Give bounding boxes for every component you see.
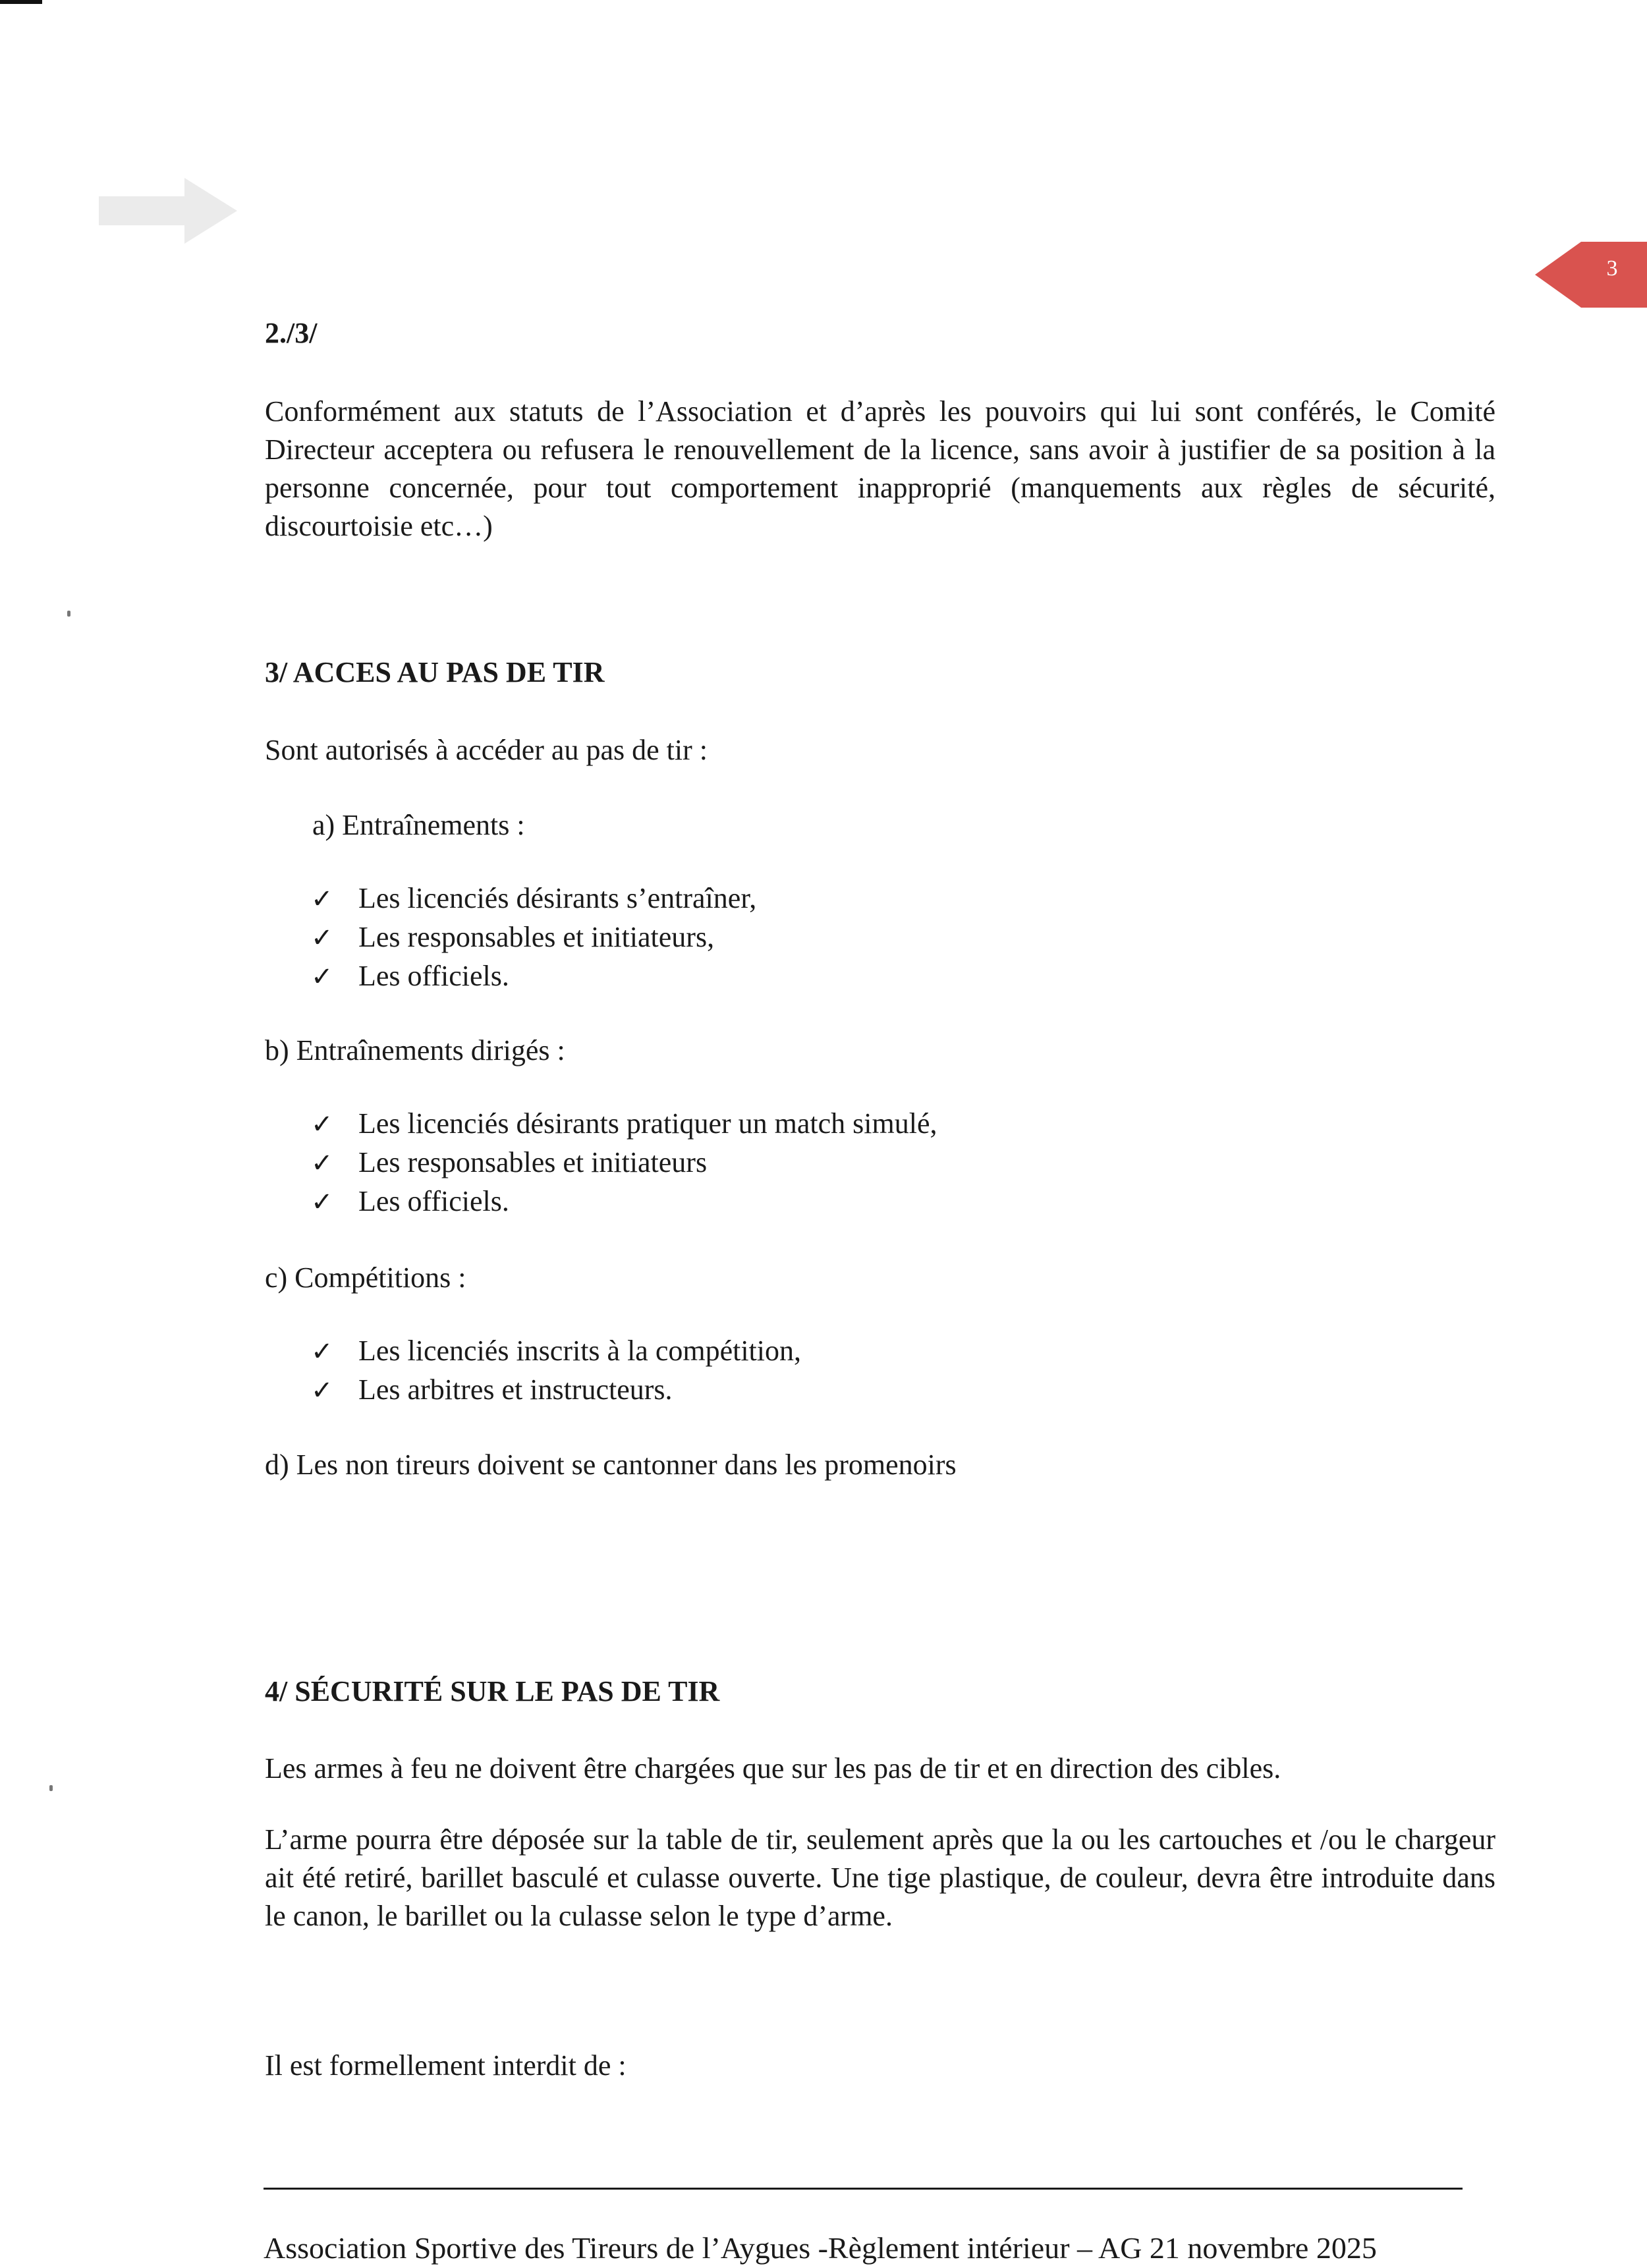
check-icon: ✓: [311, 1187, 333, 1217]
list-entrainements-diriges: [311, 1105, 937, 1221]
check-icon: ✓: [311, 1109, 333, 1140]
list-item: ✓ Les licenciés désirants pratiquer un match simulé,: [311, 1105, 937, 1144]
list-item: ✓ Les responsables et initiateurs: [311, 1144, 937, 1182]
page-number-tab: [1535, 242, 1647, 308]
check-icon: ✓: [311, 1375, 333, 1406]
check-icon: ✓: [311, 962, 333, 992]
scan-speck: [49, 1785, 53, 1791]
securite-paragraph-3: Il est formellement interdit de :: [265, 2049, 627, 2082]
list-item: ✓ Les arbitres et instructeurs.: [311, 1371, 801, 1410]
bleed-through-arrow-icon: [99, 178, 237, 244]
list-competitions: [311, 1332, 801, 1410]
acces-intro: Sont autorisés à accéder au pas de tir :: [265, 734, 708, 766]
check-icon: ✓: [311, 1148, 333, 1178]
group-title-entrainements: a) Entraînements :: [312, 809, 525, 841]
page-corner-mark: [0, 0, 42, 4]
section-heading-securite: 4/ SÉCURITÉ SUR LE PAS DE TIR: [265, 1675, 720, 1707]
list-entrainements: [311, 879, 756, 996]
list-item: ✓ Les licenciés désirants s’entraîner,: [311, 879, 756, 918]
page-number: 3: [1606, 256, 1618, 281]
list-item: ✓ Les officiels.: [311, 957, 756, 996]
check-icon: ✓: [311, 884, 333, 914]
footer-text: Association Sportive des Tireurs de l’Aygues -Règlement intérieur – AG 21 novembre 2025: [264, 2231, 1377, 2265]
list-item: ✓ Les officiels.: [311, 1182, 937, 1221]
section-2-3-paragraph: Conformément aux statuts de l’Association et d’après les pouvoirs qui lui sont conférés, le Comité Directeur acceptera ou refusera le renouvellement de la licence, sans avoir à justifier de sa position à la personne concernée, pour tout comportement inapproprié (manquements aux règles de sécurité, discourtoisie etc…): [265, 395, 1495, 542]
group-title-entrainements-diriges: b) Entraînements dirigés :: [265, 1034, 565, 1066]
list-item: ✓ Les responsables et initiateurs,: [311, 918, 756, 957]
section-heading-2-3: 2./3/: [265, 317, 318, 349]
check-icon: ✓: [311, 1337, 333, 1367]
group-title-competitions: c) Compétitions :: [265, 1261, 466, 1294]
section-heading-acces: 3/ ACCES AU PAS DE TIR: [265, 656, 605, 688]
list-item: ✓ Les licenciés inscrits à la compétition,: [311, 1332, 801, 1371]
check-icon: ✓: [311, 923, 333, 953]
scan-speck: [67, 611, 70, 617]
securite-paragraph-1: Les armes à feu ne doivent être chargées que sur les pas de tir et en direction des cibles.: [265, 1752, 1281, 1784]
securite-paragraph-2: L’arme pourra être déposée sur la table de tir, seulement après que la ou les cartouches et /ou le chargeur ait été retiré, barillet basculé et culasse ouverte. Une tige plastique, de couleur, devra être introduite dans le canon, le barillet ou la culasse selon le type d’arme.: [265, 1823, 1495, 1932]
footer-divider: [264, 2188, 1463, 2190]
acces-closing: d) Les non tireurs doivent se cantonner dans les promenoirs: [265, 1449, 957, 1481]
